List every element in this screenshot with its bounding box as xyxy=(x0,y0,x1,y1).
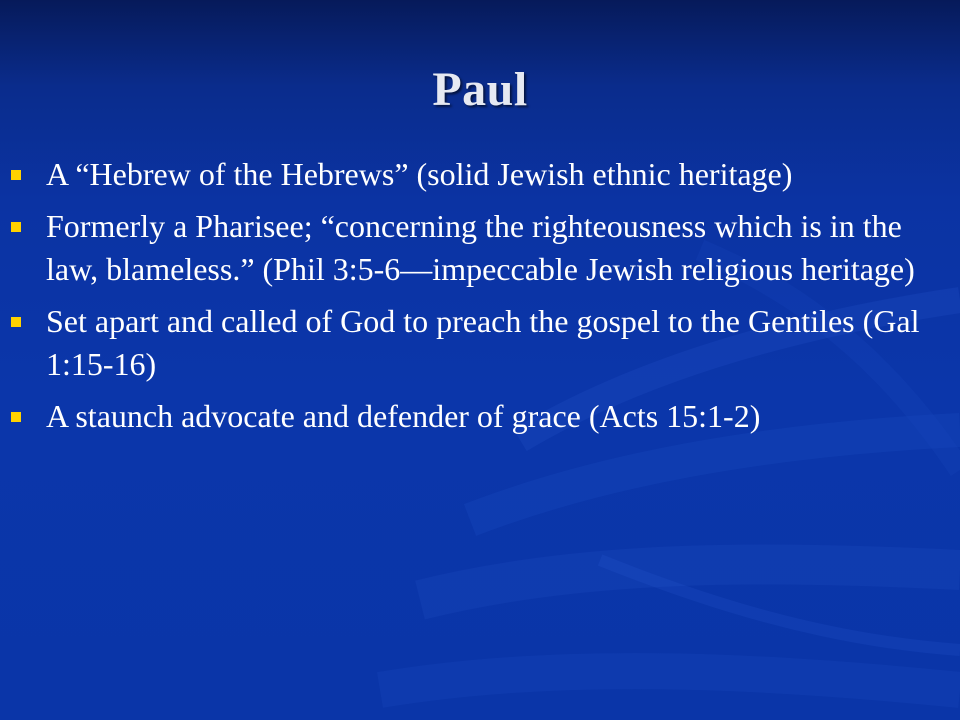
bullet-item xyxy=(10,395,950,438)
bullet-item xyxy=(10,153,950,196)
bullet-text: Set apart and called of God to preach the gospel to the Gentiles (Gal 1:15-16) xyxy=(46,303,920,382)
square-bullet-icon xyxy=(11,317,21,327)
bullet-item xyxy=(10,300,950,386)
bullet-text: A “Hebrew of the Hebrews” (solid Jewish ethnic heritage) xyxy=(46,156,793,192)
bullet-text: A staunch advocate and defender of grace (Acts 15:1-2) xyxy=(46,398,761,434)
bullet-list xyxy=(10,153,950,447)
square-bullet-icon xyxy=(11,170,21,180)
slide-title: Paul xyxy=(432,63,528,116)
bullet-item xyxy=(10,205,950,291)
bullet-text: Formerly a Pharisee; “concerning the righteousness which is in the law, blameless.” (Phil 3:5-6—impeccable Jewish religious heritage) xyxy=(46,208,915,287)
square-bullet-icon xyxy=(11,222,21,232)
square-bullet-icon xyxy=(11,412,21,422)
